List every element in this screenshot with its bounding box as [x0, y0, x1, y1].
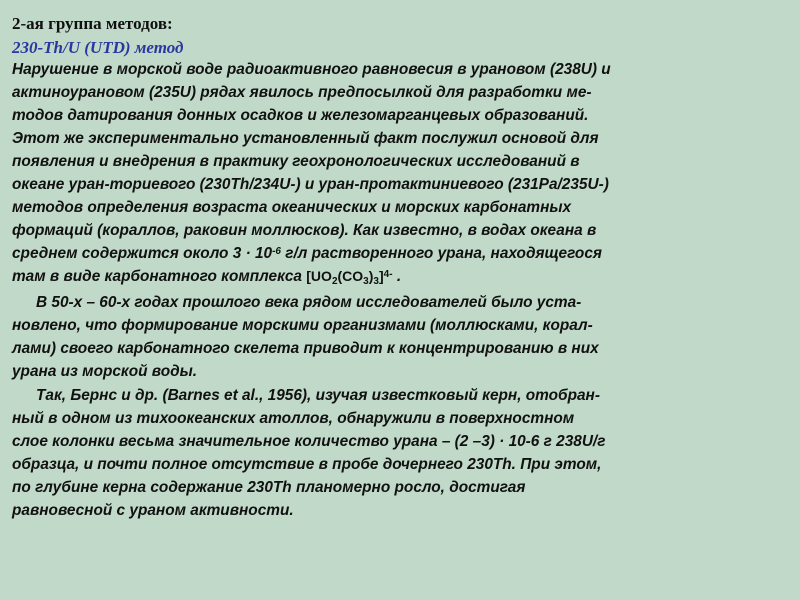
body-line: новлено, что формирование морскими организмами (моллюсками, корал- — [12, 317, 593, 334]
text-segment: г/л растворенного урана, находящегося — [281, 245, 602, 262]
body-line: образца, и почти полное отсутствие в пробе дочернего 230Th. При этом, — [12, 456, 602, 473]
text-segment: среднем содержится около 3 · 10 — [12, 245, 273, 262]
body-line: Нарушение в морской воде радиоактивного равновесия в урановом (238U) и — [12, 61, 611, 78]
text-segment: . — [392, 268, 402, 285]
exponent: -6 — [272, 246, 281, 257]
formula-part: [UO — [306, 268, 332, 284]
formula-part: (CO — [337, 268, 364, 284]
body-line: слое колонки весьма значительное количество урана – (2 –3) · 10-6 г 238U/г — [12, 433, 606, 450]
formula-subscript: 2 — [331, 275, 338, 287]
body-line: формаций (кораллов, раковин моллюсков). Как известно, в водах океана в — [12, 222, 597, 239]
body-line-carbonate-complex — [12, 268, 401, 286]
body-line: океане уран-ториевого (230Th/234U-) и уран-протактиниевого (231Pa/235U-) — [12, 176, 609, 193]
slide-heading: 2-ая группа методов: — [12, 14, 173, 33]
body-line: Этот же экспериментально установленный факт послужил основой для — [12, 130, 599, 147]
body-line: актиноурановом (235U) рядах явилось предпосылкой для разработки ме- — [12, 84, 592, 101]
body-line: В 50-х – 60-х годах прошлого века рядом исследователей было уста- — [36, 294, 582, 311]
body-line: урана из морской воды. — [12, 363, 198, 380]
formula-subscript: 3 — [363, 275, 369, 287]
body-line: лами) своего карбонатного скелета приводит к концентрированию в них — [12, 340, 599, 357]
body-line: Так, Бернс и др. (Barnes et al., 1956), изучая известковый керн, отобран- — [36, 387, 600, 404]
formula-part: ] — [378, 268, 384, 284]
slide-subheading: 230-Th/U (UTD) метод — [12, 38, 184, 57]
formula-subscript: 3 — [373, 275, 379, 287]
body-line: ный в одном из тихоокеанских атоллов, обнаружили в поверхностном — [12, 410, 575, 427]
body-line: появления и внедрения в практику геохронологических исследований в — [12, 153, 580, 170]
formula-part: ) — [368, 268, 374, 284]
body-line: по глубине керна содержание 230Th планомерно росло, достигая — [12, 479, 526, 496]
text-segment: там в виде карбонатного комплекса — [12, 268, 307, 285]
body-line-uranium-concentration — [12, 245, 602, 263]
body-line: равновесной с ураном активности. — [12, 502, 294, 519]
body-line: методов определения возраста океанических и морских карбонатных — [12, 199, 572, 216]
chemical-formula — [306, 268, 393, 287]
body-line: тодов датирования донных осадков и железомарганцевых образований. — [12, 107, 589, 124]
formula-charge: 4- — [383, 269, 393, 280]
